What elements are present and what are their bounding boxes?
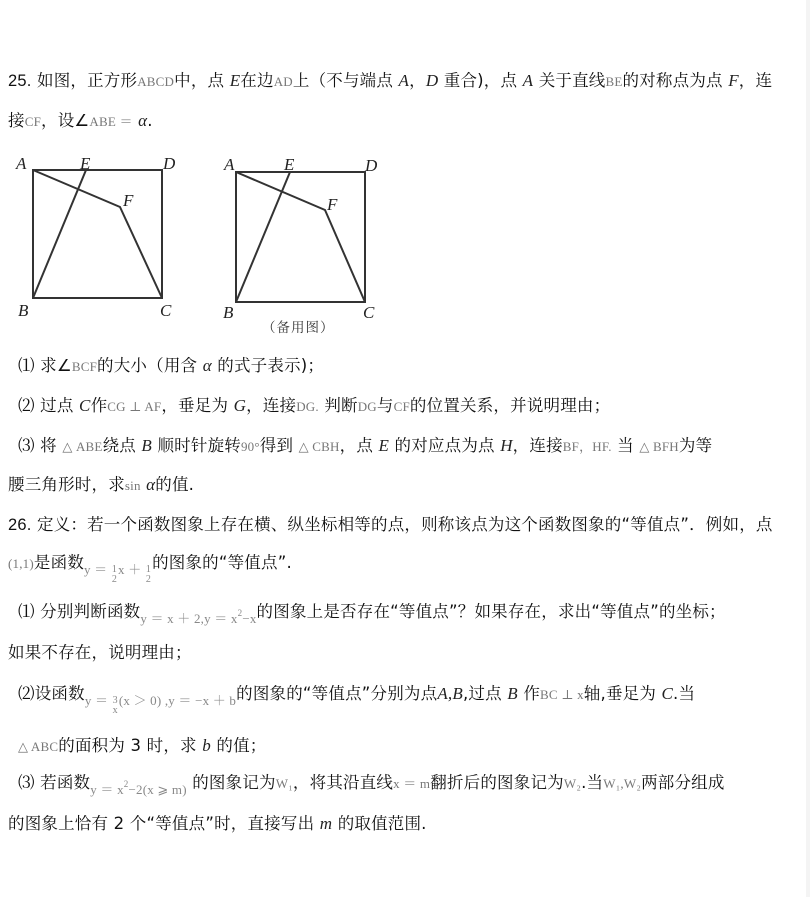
question-number: 25. [8, 72, 32, 90]
fraction [146, 565, 151, 585]
label-C: C [363, 303, 375, 322]
label-A: A [224, 155, 235, 174]
text: 的位置关系，并说明理由； [409, 396, 611, 415]
math-var: C [79, 396, 91, 415]
text: . [147, 111, 153, 130]
text: ,过点 [462, 684, 502, 703]
text: 两部分组成 [641, 773, 725, 792]
label-F: F [123, 191, 134, 210]
math-perp: CG ⊥ AF [107, 399, 162, 414]
text: 设函数 [34, 684, 85, 703]
math-W1-W2: W₁,W₂ [603, 776, 642, 791]
denominator: x [112, 705, 118, 717]
text: 轴,垂足为 [583, 684, 657, 703]
superscript: 2 [123, 779, 129, 789]
math-triangle: △ ABE [62, 439, 103, 454]
denominator: 2 [111, 574, 118, 586]
math-var: B [507, 684, 518, 703]
q26-line-2 [8, 552, 292, 586]
formula [84, 693, 237, 717]
math-var: E [378, 436, 390, 455]
text: 的图象上是否存在“等值点”？如果存在，求出“等值点”的坐标； [256, 602, 726, 621]
text: 的式子表示)； [217, 356, 325, 375]
text: 绕点 [102, 436, 136, 455]
q26-sub1-line1 [18, 601, 726, 625]
figure-main [33, 170, 162, 298]
geometry-figures [0, 150, 410, 330]
text: .当 [581, 773, 604, 792]
label-E: E [284, 155, 295, 174]
text: 的图象上恰有 2 个“等值点”时，直接写出 [8, 814, 315, 833]
sub-label: ⑶ [18, 436, 35, 455]
numerator: 1 [111, 564, 118, 576]
math-square: ABCD [137, 74, 175, 89]
text: 的值； [216, 736, 267, 755]
text: 的对称点为点 [622, 71, 723, 90]
math-triangle: △ ABC [18, 739, 59, 754]
text: ，设∠ [41, 111, 90, 130]
text: 重合)，点 [443, 71, 518, 90]
superscript: 2 [237, 608, 243, 618]
text: ，连接 [512, 436, 563, 455]
text: 判断 [324, 396, 358, 415]
q25-sub2 [18, 395, 610, 418]
q25-line-2 [8, 110, 153, 133]
text: 的值. [155, 475, 195, 494]
figure-backup [236, 172, 365, 302]
denominator: 2 [145, 574, 152, 586]
text: 腰三角形时，求 [8, 475, 125, 494]
text: ，连接 [246, 396, 297, 415]
sub-label: ⑴ [18, 602, 35, 621]
math-var: D [425, 71, 439, 90]
text: 的大小（用含 [97, 356, 198, 375]
math-var: b [202, 736, 211, 755]
q26-line-1 [8, 514, 773, 536]
math-var: G [233, 396, 247, 415]
text: 上（不与端点 [292, 71, 394, 90]
text: 的对应点为点 [394, 436, 495, 455]
math-segment: CF [24, 114, 42, 129]
text: 接 [8, 111, 25, 130]
formula-part: x ＋ [118, 562, 142, 577]
math-W2: W₂ [563, 776, 582, 791]
math-segment: AD [273, 74, 293, 89]
label-B: B [18, 301, 29, 320]
text: 与 [376, 396, 394, 415]
fraction [112, 565, 117, 585]
math-angle: ABE ＝ [89, 114, 133, 129]
text: ，点 [339, 436, 374, 455]
formula-part: y ＝ [84, 693, 109, 708]
sub-label: ⑵ [18, 396, 35, 415]
text: 定义：若一个函数图象上存在横、纵坐标相等的点，则称该点为这个函数图象的“等值点”．例如，点 [37, 515, 773, 534]
text: 的取值范围. [337, 814, 427, 833]
sub-label: ⑵ [18, 684, 35, 703]
formula [90, 779, 187, 797]
label-F: F [327, 195, 338, 214]
q25-sub1 [18, 355, 324, 378]
math-alpha: α [202, 356, 212, 375]
formula-part: y ＝ x ＋ 2,y ＝ x [140, 611, 238, 626]
q26-sub2-line2 [18, 735, 266, 758]
text: 翻折后的图象记为 [430, 773, 564, 792]
question-number: 26. [8, 516, 32, 534]
fraction [113, 696, 118, 716]
math-alpha: α [146, 475, 156, 494]
math-point: (1,1) [8, 556, 34, 571]
q26-sub3-line2 [8, 813, 427, 835]
text: 作 [90, 396, 108, 415]
math-triangle: △ CBH [298, 439, 340, 454]
figure-labels-main [15, 154, 176, 320]
text: 当 [617, 436, 634, 455]
text: 为等 [678, 436, 713, 455]
math-var: H [500, 436, 513, 455]
numerator: 1 [145, 564, 152, 576]
formula-part: −x [242, 611, 257, 626]
numerator: 3 [112, 695, 118, 707]
text: ，将其沿直线 [292, 773, 394, 792]
math-segment: BE [605, 74, 623, 89]
formula-part: y ＝ [84, 562, 108, 577]
math-sin: sin [124, 478, 141, 493]
math-var: F [728, 71, 739, 90]
label-D: D [365, 156, 378, 175]
text: ， [409, 71, 426, 90]
text: 关于直线 [538, 71, 606, 90]
math-segment: CF [393, 399, 410, 414]
math-angle: BCF [71, 359, 98, 374]
text: 中，点 [174, 71, 225, 90]
formula-part: (x ＞ 0) ,y ＝ −x ＋ b [118, 693, 237, 708]
math-W1: W₁ [275, 776, 293, 791]
text: 的图象记为 [192, 773, 276, 792]
text: 如图，正方形 [37, 71, 138, 90]
label-B: B [223, 303, 234, 322]
text: 的图象的“等值点”分别为点 [236, 684, 438, 703]
text: 过点 [40, 396, 74, 415]
math-var: B [141, 436, 153, 455]
label-D: D [163, 154, 176, 173]
math-vars: A,B [437, 684, 463, 703]
text: 如果不存在，说明理由； [8, 643, 192, 662]
figure-caption: （备用图） [262, 320, 335, 336]
text: 分别判断函数 [40, 602, 141, 621]
math-segment: DG. [296, 399, 319, 414]
text: 的面积为 3 时，求 [58, 736, 197, 755]
label-E: E [80, 154, 91, 173]
q26-sub1-line2 [8, 642, 192, 664]
text: ，连 [738, 71, 773, 90]
math-var: m [319, 814, 333, 833]
math-degree: 90° [240, 439, 260, 454]
text: .当 [673, 684, 696, 703]
math-segment: DG [357, 399, 377, 414]
text: 是函数 [33, 553, 85, 572]
math-var: A [522, 71, 534, 90]
text: 求∠ [40, 356, 72, 375]
text: 的图象的“等值点”. [152, 553, 292, 572]
text: 得到 [259, 436, 294, 455]
text: 将 [40, 436, 57, 455]
math-line: x ＝ m [393, 776, 431, 791]
math-segments: BF，HF. [562, 439, 612, 454]
q25-sub3-line1 [18, 435, 712, 458]
text: 顺时针旋转 [157, 436, 241, 455]
label-A: A [16, 154, 27, 173]
text: ，垂足为 [161, 396, 229, 415]
math-alpha: α [138, 111, 148, 130]
figure-labels-backup [223, 155, 378, 322]
formula [140, 608, 257, 626]
q25-sub3-line2 [8, 474, 194, 497]
sub-label: ⑶ [18, 773, 35, 792]
formula-linear [84, 562, 152, 586]
math-var: C [661, 684, 674, 703]
label-C: C [160, 301, 172, 320]
formula-part: y ＝ x [90, 782, 124, 797]
sub-label: ⑴ [18, 356, 35, 375]
formula-part: −2(x ⩾ m) [128, 782, 187, 797]
text: 在边 [240, 71, 274, 90]
math-var: E [229, 71, 241, 90]
math-triangle: △ BFH [639, 439, 679, 454]
q26-sub2-line1 [18, 683, 696, 717]
q26-sub3-line1 [18, 772, 725, 796]
text: 若函数 [40, 773, 91, 792]
math-perp: BC ⊥ x [540, 687, 584, 702]
text: 作 [523, 684, 541, 703]
q25-line-1 [8, 70, 772, 93]
page-edge [806, 0, 810, 897]
math-var: A [398, 71, 410, 90]
